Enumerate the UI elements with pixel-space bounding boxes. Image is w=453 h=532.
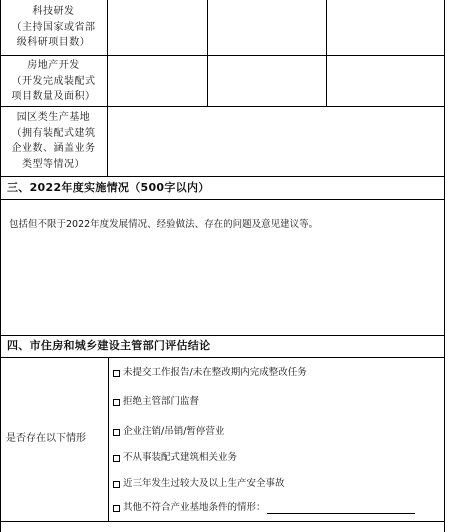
other-blank-field[interactable]: [267, 503, 415, 514]
section4-title: 四、市住房和城乡建设主管部门评估结论: [7, 339, 211, 352]
rd-cell-1[interactable]: [108, 0, 207, 55]
checkbox[interactable]: [113, 429, 120, 436]
option-refuse-supervision[interactable]: [113, 396, 199, 408]
option-label: 近三年发生过较大及以上生产安全事故: [123, 478, 285, 489]
rd-cell-3[interactable]: [327, 0, 444, 55]
checkbox[interactable]: [113, 481, 120, 488]
option-report[interactable]: [113, 367, 307, 379]
row-label-park-base: 园区类生产基地 （拥有装配式建筑 企业数、涵盖业务 类型等情况）: [11, 112, 96, 170]
option-label: 企业注销/吊销/暂停营业: [123, 426, 225, 437]
re-cell-1[interactable]: [108, 56, 207, 106]
checkbox[interactable]: [113, 370, 120, 377]
option-other[interactable]: [113, 502, 415, 514]
option-label: 未提交工作报告/未在整改期内完成整改任务: [123, 367, 307, 378]
re-cell-2[interactable]: [208, 56, 326, 106]
row-label-rd: 科技研发 （主持国家或省部 级科研项目数）: [11, 6, 96, 48]
checkbox[interactable]: [113, 505, 120, 512]
option-label: 其他不符合产业基地条件的情形：: [123, 502, 266, 513]
checkbox[interactable]: [113, 455, 120, 462]
section3-title: 三、2022年度实施情况（500字以内）: [7, 181, 210, 194]
park-cell[interactable]: [108, 107, 444, 176]
checkbox[interactable]: [113, 399, 120, 406]
option-deregistered[interactable]: [113, 426, 224, 438]
situation-label: 是否存在以下情形: [6, 433, 86, 444]
re-cell-3[interactable]: [327, 56, 444, 106]
section3-text-area[interactable]: [1, 234, 444, 334]
section3-guide: 包括但不限于2022年度发展情况、经验做法、存在的问题及意见建议等。: [9, 219, 319, 230]
row-label-real-estate: 房地产开发 （开发完成装配式 项目数量及面积）: [11, 60, 96, 102]
rd-cell-2[interactable]: [208, 0, 326, 55]
option-safety-accident[interactable]: [113, 478, 285, 490]
option-label: 拒绝主管部门监督: [123, 396, 200, 407]
option-no-business[interactable]: [113, 452, 237, 464]
option-label: 不从事装配式建筑相关业务: [123, 452, 238, 463]
